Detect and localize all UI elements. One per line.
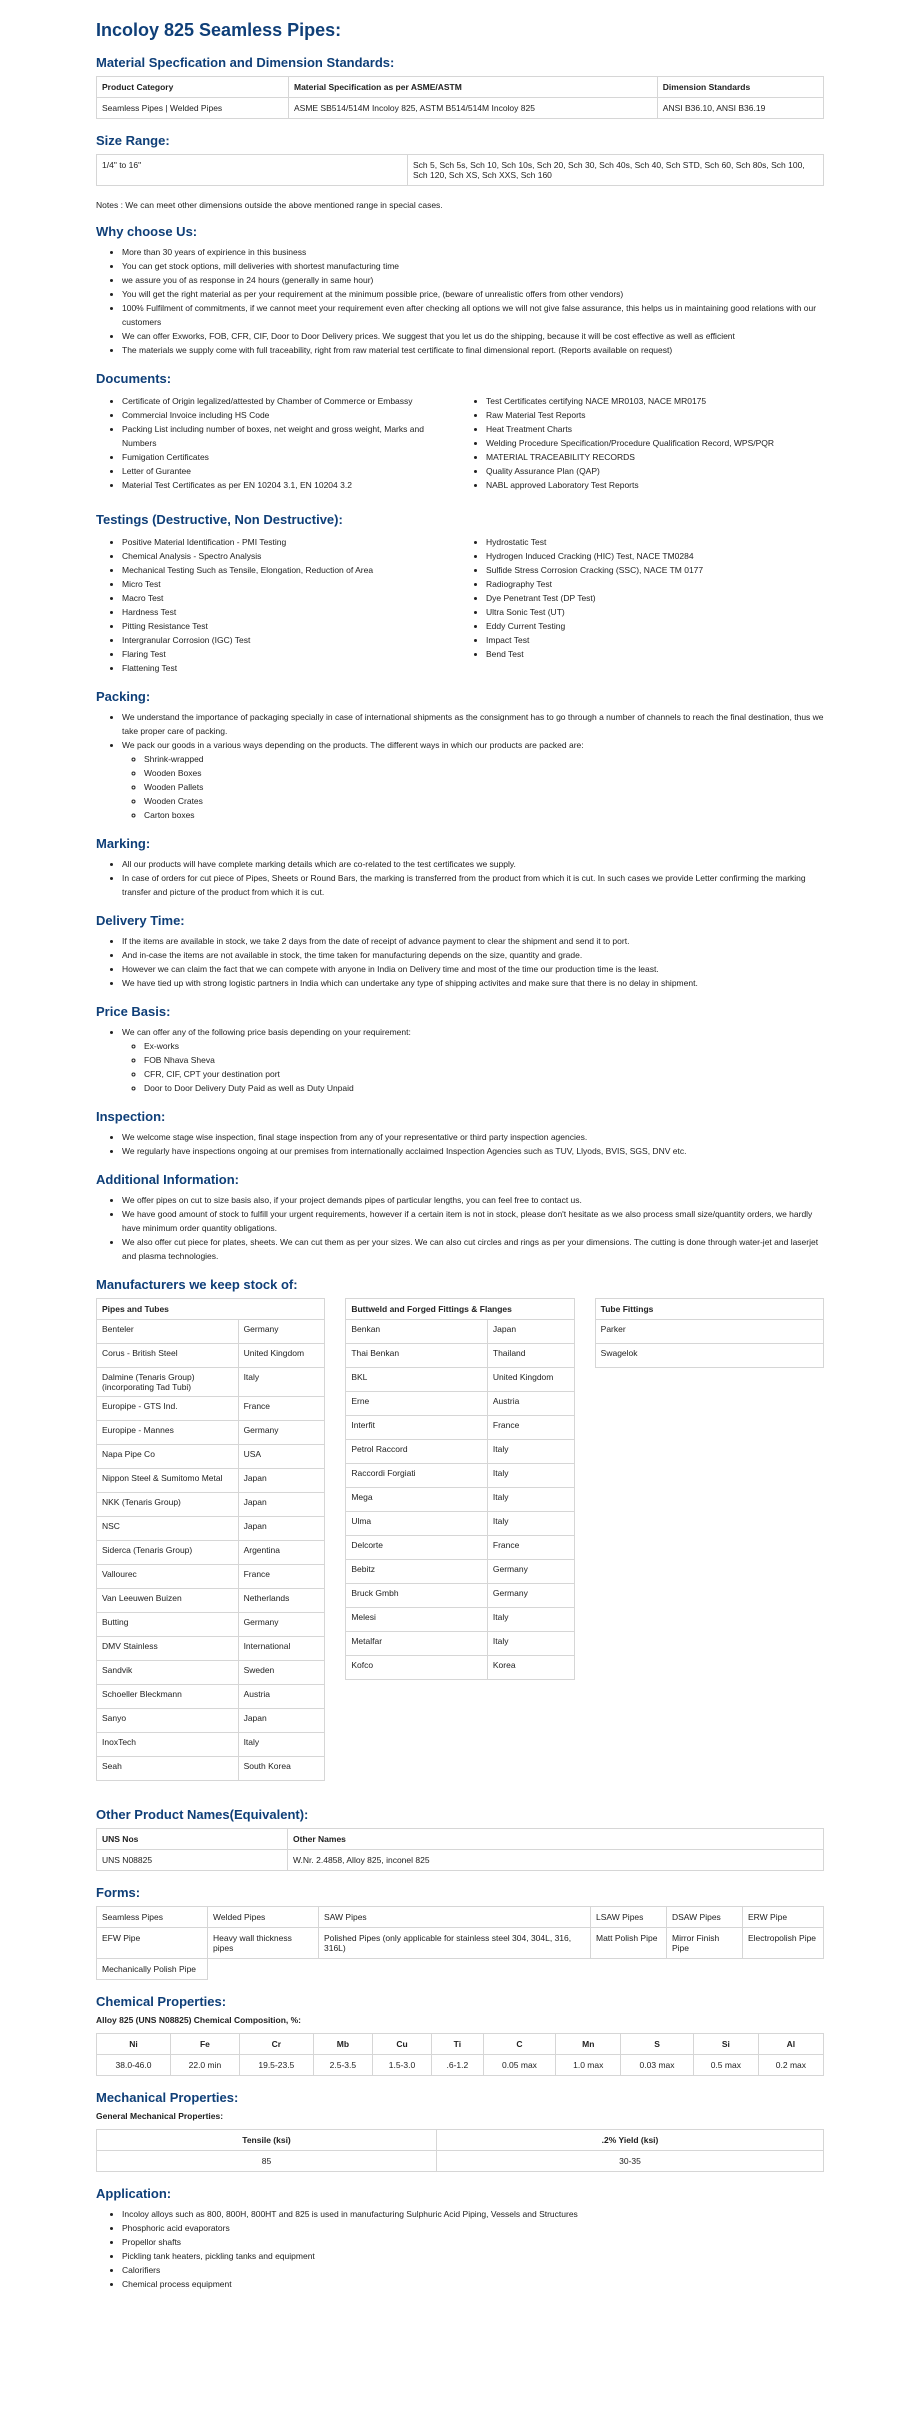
table-cell: 38.0-46.0: [97, 2055, 171, 2076]
table-row: [595, 1344, 823, 1368]
table-cell: .6-1.2: [432, 2055, 484, 2076]
list-item: • Commercial Invoice including HS Code: [122, 408, 460, 422]
table-row: [346, 1488, 574, 1512]
table-cell: NSC: [97, 1517, 239, 1541]
table-row: [97, 1421, 325, 1445]
forms-cell: SAW Pipes: [319, 1907, 591, 1928]
table-cell: Korea: [487, 1656, 574, 1680]
list-item: • More than 30 years of expirience in this business: [122, 245, 824, 259]
table-cell: Dalmine (Tenaris Group) (incorporating Tad Tubi): [97, 1368, 239, 1397]
additional-heading: Additional Information:: [96, 1172, 239, 1187]
table-row: [97, 1661, 325, 1685]
tube-fittings-table: [595, 1298, 824, 1368]
table-cell: France: [487, 1416, 574, 1440]
table-row: [97, 1709, 325, 1733]
list-item: • Ultra Sonic Test (UT): [486, 605, 824, 619]
inspection-list: [96, 1130, 824, 1158]
size-schedules: Sch 5, Sch 5s, Sch 10, Sch 10s, Sch 20, Sch 30, Sch 40s, Sch 40, Sch STD, Sch 60, Sch 80s, Sch 100, Sch 120, Sch XS, Sch XXS, Sch 160: [408, 155, 824, 186]
list-item: • Flattening Test: [122, 661, 460, 675]
price-sublist: [122, 1039, 824, 1095]
table-cell: BKL: [346, 1368, 488, 1392]
list-item: • Impact Test: [486, 633, 824, 647]
table-cell: International: [238, 1637, 325, 1661]
mechanical-heading: Mechanical Properties:: [96, 2090, 239, 2105]
list-item: • Micro Test: [122, 577, 460, 591]
table-cell: DMV Stainless: [97, 1637, 239, 1661]
mechanical-subheading: General Mechanical Properties:: [96, 2111, 224, 2121]
table-cell: Germany: [487, 1584, 574, 1608]
table-cell: Italy: [487, 1440, 574, 1464]
forms-cell: DSAW Pipes: [667, 1907, 743, 1928]
table-row: [97, 1757, 325, 1781]
spec-cell: ANSI B36.10, ANSI B36.19: [657, 98, 823, 119]
forms-cell: Electropolish Pipe: [743, 1928, 824, 1959]
other-names-header: Other Names: [288, 1829, 824, 1850]
table-cell: Italy: [487, 1632, 574, 1656]
spec-heading: Material Specfication and Dimension Standards:: [96, 55, 395, 70]
list-item: • Pitting Resistance Test: [122, 619, 460, 633]
manufacturers-heading: Manufacturers we keep stock of:: [96, 1277, 298, 1292]
table-cell: Germany: [238, 1320, 325, 1344]
table-cell: Mn: [556, 2034, 621, 2055]
list-item: • Test Certificates certifying NACE MR0103, NACE MR0175: [486, 394, 824, 408]
table-cell: Ulma: [346, 1512, 488, 1536]
other-names-cell: W.Nr. 2.4858, Alloy 825, inconel 825: [288, 1850, 824, 1871]
table-row: [97, 1445, 325, 1469]
table-row: [97, 1733, 325, 1757]
list-item: ◦ Wooden Boxes: [144, 766, 824, 780]
table-cell: 0.2 max: [758, 2055, 823, 2076]
list-item: • Incoloy alloys such as 800, 800H, 800HT and 825 is used in manufacturing Sulphuric Acid Piping, Vessels and Structures: [122, 2207, 824, 2221]
other-names-header: UNS Nos: [97, 1829, 288, 1850]
spec-cell: ASME SB514/514M Incoloy 825, ASTM B514/514M Incoloy 825: [288, 98, 657, 119]
spec-header: Dimension Standards: [657, 77, 823, 98]
table-row: [97, 1320, 325, 1344]
chemical-subheading: Alloy 825 (UNS N08825) Chemical Composition, %:: [96, 2015, 301, 2025]
list-item: • Material Test Certificates as per EN 10204 3.1, EN 10204 3.2: [122, 478, 460, 492]
table-cell: S: [621, 2034, 694, 2055]
list-item: • Calorifiers: [122, 2263, 824, 2277]
list-item: • Hydrogen Induced Cracking (HIC) Test, NACE TM0284: [486, 549, 824, 563]
list-item: • Welding Procedure Specification/Procedure Qualification Record, WPS/PQR: [486, 436, 824, 450]
chemical-value-row: [97, 2055, 824, 2076]
table-cell: Italy: [487, 1464, 574, 1488]
spec-header: Material Specification as per ASME/ASTM: [288, 77, 657, 98]
list-item: • Macro Test: [122, 591, 460, 605]
marking-list: [96, 857, 824, 899]
list-item: • Positive Material Identification - PMI Testing: [122, 535, 460, 549]
table-row: [346, 1464, 574, 1488]
table-cell: Europipe - Mannes: [97, 1421, 239, 1445]
testings-list-left: [96, 535, 460, 675]
forms-cell: Heavy wall thickness pipes: [208, 1928, 319, 1959]
table-cell: Italy: [487, 1488, 574, 1512]
delivery-list: [96, 934, 824, 990]
table-cell: Italy: [238, 1368, 325, 1397]
list-item: ◦ Shrink-wrapped: [144, 752, 824, 766]
table-cell: Netherlands: [238, 1589, 325, 1613]
list-item: • However we can claim the fact that we can compete with anyone in India on Delivery time and most of the time our production time is the least.: [122, 962, 824, 976]
list-item: • Bend Test: [486, 647, 824, 661]
table-row: [346, 1560, 574, 1584]
forms-cell: Matt Polish Pipe: [591, 1928, 667, 1959]
list-item: ◦ Wooden Pallets: [144, 780, 824, 794]
list-item: ◦ Carton boxes: [144, 808, 824, 822]
price-list: [96, 1025, 824, 1095]
list-item: • Dye Penetrant Test (DP Test): [486, 591, 824, 605]
table-row: [97, 1637, 325, 1661]
chemical-table: [96, 2033, 824, 2076]
other-names-table: [96, 1828, 824, 1871]
table-row: [346, 1368, 574, 1392]
dimension-note: Notes : We can meet other dimensions outside the above mentioned range in special cases.: [96, 200, 443, 210]
table-cell: Sweden: [238, 1661, 325, 1685]
table-cell: United Kingdom: [238, 1344, 325, 1368]
table-cell: Thai Benkan: [346, 1344, 488, 1368]
list-item: • We regularly have inspections ongoing at our premises from internationally acclaimed Inspection Agencies such as TUV, Llyods, BVIS, SGS, DNV etc.: [122, 1144, 824, 1158]
table-row: [346, 1608, 574, 1632]
table-cell: Sandvik: [97, 1661, 239, 1685]
manufacturers-tables: [96, 1298, 824, 1781]
table-cell: 2.5-3.5: [313, 2055, 372, 2076]
forms-table: [96, 1906, 824, 1980]
table-row: [346, 1344, 574, 1368]
table-cell: Cu: [372, 2034, 431, 2055]
table-cell: Cr: [239, 2034, 313, 2055]
list-item: ◦ Wooden Crates: [144, 794, 824, 808]
documents-list-left: [96, 394, 460, 492]
table-cell: Europipe - GTS Ind.: [97, 1397, 239, 1421]
table-cell: France: [238, 1565, 325, 1589]
table-cell: Japan: [487, 1320, 574, 1344]
table-cell: Raccordi Forgiati: [346, 1464, 488, 1488]
list-item: • Phosphoric acid evaporators: [122, 2221, 824, 2235]
list-item: • Hydrostatic Test: [486, 535, 824, 549]
chemical-header-row: [97, 2034, 824, 2055]
list-item: • In case of orders for cut piece of Pipes, Sheets or Round Bars, the marking is transferred from the product from which it is cut. In such cases we provide Letter confirming the marking transfer and picture of the product from which it is cut.: [122, 871, 824, 899]
table-cell: Schoeller Bleckmann: [97, 1685, 239, 1709]
forms-heading: Forms:: [96, 1885, 141, 1900]
table-cell: Japan: [238, 1493, 325, 1517]
list-item: • Pickling tank heaters, pickling tanks and equipment: [122, 2249, 824, 2263]
table-row: [97, 1397, 325, 1421]
list-item: • Flaring Test: [122, 647, 460, 661]
table-cell: 1.5-3.0: [372, 2055, 431, 2076]
list-item: ◦ CFR, CIF, CPT your destination port: [144, 1067, 824, 1081]
list-item: • The materials we supply come with full traceability, right from raw material test certificate to final dimensional report. (Reports available on request): [122, 343, 824, 357]
table-row: [346, 1392, 574, 1416]
table-header: Pipes and Tubes: [97, 1299, 325, 1320]
table-cell: Nippon Steel & Sumitomo Metal: [97, 1469, 239, 1493]
list-item: • And in-case the items are not available in stock, the time taken for manufacturing depends on the size, quantity and grade.: [122, 948, 824, 962]
table-cell: Vallourec: [97, 1565, 239, 1589]
table-cell: Italy: [238, 1733, 325, 1757]
table-cell: Napa Pipe Co: [97, 1445, 239, 1469]
table-cell: Seah: [97, 1757, 239, 1781]
table-cell: Kofco: [346, 1656, 488, 1680]
table-cell: Interfit: [346, 1416, 488, 1440]
table-row: [346, 1584, 574, 1608]
table-cell: Ni: [97, 2034, 171, 2055]
list-item: • We also offer cut piece for plates, sheets. We can cut them as per your sizes. We can also cut circles and rings as per your dimensions. The cutting is done through water-jet and laserjet and plasma technologies.: [122, 1235, 824, 1263]
marking-heading: Marking:: [96, 836, 151, 851]
size-table: [96, 154, 824, 186]
documents-list-right: [460, 394, 824, 492]
list-item: • Radiography Test: [486, 577, 824, 591]
list-item: • Intergranular Corrosion (IGC) Test: [122, 633, 460, 647]
page-title: Incoloy 825 Seamless Pipes:: [96, 20, 342, 40]
inspection-heading: Inspection:: [96, 1109, 166, 1124]
table-cell: France: [487, 1536, 574, 1560]
list-item: • Eddy Current Testing: [486, 619, 824, 633]
list-item: • We have tied up with strong logistic partners in India which can undertake any type of shipping activites and make sure that there is no delay in shipment.: [122, 976, 824, 990]
forms-cell: Mechanically Polish Pipe: [97, 1959, 208, 1980]
forms-cell: LSAW Pipes: [591, 1907, 667, 1928]
list-item: • Chemical Analysis - Spectro Analysis: [122, 549, 460, 563]
table-cell: Van Leeuwen Buizen: [97, 1589, 239, 1613]
table-header: Buttweld and Forged Fittings & Flanges: [346, 1299, 574, 1320]
list-item: • If the items are available in stock, we take 2 days from the date of receipt of advance payment to clear the shipment and send it to port.: [122, 934, 824, 948]
table-cell: Corus - British Steel: [97, 1344, 239, 1368]
pipes-table: [96, 1298, 325, 1781]
table-cell: Argentina: [238, 1541, 325, 1565]
table-cell: Austria: [238, 1685, 325, 1709]
table-row: [97, 1589, 325, 1613]
list-item: • Heat Treatment Charts: [486, 422, 824, 436]
testings-list-right: [460, 535, 824, 675]
table-cell: Sanyo: [97, 1709, 239, 1733]
list-item: • Fumigation Certificates: [122, 450, 460, 464]
table-cell: USA: [238, 1445, 325, 1469]
list-item: • You will get the right material as per your requirement at the minimum possible price, (beware of unrealistic offers from other vendors): [122, 287, 824, 301]
list-item: • Sulfide Stress Corrosion Cracking (SSC), NACE TM 0177: [486, 563, 824, 577]
table-cell: Butting: [97, 1613, 239, 1637]
list-item: • We have good amount of stock to fulfill your urgent requirements, however if a certain item is not in stock, please don't hesitate as we also process small size/quantity orders, we hardly have minimum order quantity obligations.: [122, 1207, 824, 1235]
table-cell: Mb: [313, 2034, 372, 2055]
table-row: [97, 1493, 325, 1517]
table-cell: Benteler: [97, 1320, 239, 1344]
table-row: [346, 1512, 574, 1536]
documents-heading: Documents:: [96, 371, 172, 386]
table-row: [97, 1613, 325, 1637]
table-cell: NKK (Tenaris Group): [97, 1493, 239, 1517]
mechanical-table: [96, 2129, 824, 2172]
list-item: [122, 738, 824, 822]
list-item: • Hardness Test: [122, 605, 460, 619]
table-cell: France: [238, 1397, 325, 1421]
table-cell: Italy: [487, 1512, 574, 1536]
application-heading: Application:: [96, 2186, 172, 2201]
spec-table: [96, 76, 824, 119]
mechanical-cell: 85: [97, 2151, 437, 2172]
table-cell: Thailand: [487, 1344, 574, 1368]
list-item: • Chemical process equipment: [122, 2277, 824, 2291]
forms-cell: Polished Pipes (only applicable for stainless steel 304, 304L, 316, 316L): [319, 1928, 591, 1959]
packing-sublist: [122, 752, 824, 822]
table-row: [346, 1632, 574, 1656]
table-row: [346, 1536, 574, 1560]
table-cell: Delcorte: [346, 1536, 488, 1560]
forms-cell: Mirror Finish Pipe: [667, 1928, 743, 1959]
table-row: [97, 1344, 325, 1368]
table-row: [346, 1416, 574, 1440]
table-cell: South Korea: [238, 1757, 325, 1781]
table-cell: Japan: [238, 1709, 325, 1733]
table-cell: Melesi: [346, 1608, 488, 1632]
list-item: • we assure you of as response in 24 hours (generally in same hour): [122, 273, 824, 287]
list-item: • Letter of Gurantee: [122, 464, 460, 478]
why-list: [96, 245, 824, 357]
list-item: • We understand the importance of packaging specially in case of international shipments as the consignment has to go through a number of channels to reach the final destination, thus we take proper care of packing.: [122, 710, 824, 738]
mechanical-header: Tensile (ksi): [97, 2130, 437, 2151]
other-names-cell: UNS N08825: [97, 1850, 288, 1871]
application-list: [96, 2207, 824, 2291]
list-item: • All our products will have complete marking details which are co-related to the test certificates we supply.: [122, 857, 824, 871]
table-row: [97, 1469, 325, 1493]
packing-heading: Packing:: [96, 689, 151, 704]
table-row: [97, 1565, 325, 1589]
list-item-text: We can offer any of the following price basis depending on your requirement:: [122, 1027, 411, 1037]
table-cell: Metalfar: [346, 1632, 488, 1656]
list-item: • Quality Assurance Plan (QAP): [486, 464, 824, 478]
list-item: • Raw Material Test Reports: [486, 408, 824, 422]
table-cell: 22.0 min: [171, 2055, 240, 2076]
forms-cell: ERW Pipe: [743, 1907, 824, 1928]
table-cell: 0.5 max: [693, 2055, 758, 2076]
list-item: ◦ Ex-works: [144, 1039, 824, 1053]
table-cell: InoxTech: [97, 1733, 239, 1757]
spec-header: Product Category: [97, 77, 289, 98]
list-item: • We can offer Exworks, FOB, CFR, CIF, Door to Door Delivery prices. We suggest that you let us do the shipping, because it will be cost effective as well as efficient: [122, 329, 824, 343]
forms-cell: Seamless Pipes: [97, 1907, 208, 1928]
table-row: [346, 1440, 574, 1464]
testings-heading: Testings (Destructive, Non Destructive):: [96, 512, 343, 527]
table-cell: Parker: [595, 1320, 823, 1344]
size-range: 1/4" to 16": [97, 155, 408, 186]
delivery-heading: Delivery Time:: [96, 913, 185, 928]
table-row: [97, 1368, 325, 1397]
table-cell: Germany: [487, 1560, 574, 1584]
list-item: • You can get stock options, mill deliveries with shortest manufacturing time: [122, 259, 824, 273]
table-row: [97, 1541, 325, 1565]
table-cell: Italy: [487, 1608, 574, 1632]
list-item-text: We pack our goods in a various ways depending on the products. The different ways in which our products are packed are:: [122, 740, 584, 750]
table-row: [346, 1656, 574, 1680]
chemical-heading: Chemical Properties:: [96, 1994, 227, 2009]
table-cell: Germany: [238, 1421, 325, 1445]
table-cell: Si: [693, 2034, 758, 2055]
table-cell: Bebitz: [346, 1560, 488, 1584]
table-cell: Swagelok: [595, 1344, 823, 1368]
table-cell: Erne: [346, 1392, 488, 1416]
list-item: [122, 1025, 824, 1095]
table-cell: Germany: [238, 1613, 325, 1637]
additional-list: [96, 1193, 824, 1263]
why-heading: Why choose Us:: [96, 224, 198, 239]
table-cell: Austria: [487, 1392, 574, 1416]
table-cell: 19.5-23.5: [239, 2055, 313, 2076]
table-cell: 0.03 max: [621, 2055, 694, 2076]
list-item: • We welcome stage wise inspection, final stage inspection from any of your representative or third party inspection agencies.: [122, 1130, 824, 1144]
table-cell: 0.05 max: [483, 2055, 556, 2076]
table-cell: Mega: [346, 1488, 488, 1512]
mechanical-cell: 30-35: [437, 2151, 824, 2172]
table-row: [97, 1517, 325, 1541]
list-item: ◦ FOB Nhava Sheva: [144, 1053, 824, 1067]
table-row: [97, 1685, 325, 1709]
table-cell: 1.0 max: [556, 2055, 621, 2076]
list-item: • Mechanical Testing Such as Tensile, Elongation, Reduction of Area: [122, 563, 460, 577]
table-row: [595, 1320, 823, 1344]
other-names-heading: Other Product Names(Equivalent):: [96, 1807, 309, 1822]
table-cell: C: [483, 2034, 556, 2055]
list-item: • We offer pipes on cut to size basis also, if your project demands pipes of particular lengths, you can feel free to contact us.: [122, 1193, 824, 1207]
table-cell: Petrol Raccord: [346, 1440, 488, 1464]
table-cell: Benkan: [346, 1320, 488, 1344]
list-item: • 100% Fulfilment of commitments, if we cannot meet your requirement even after checking all options we will not give false assurance, this helps us in maintaining good relations with our customers: [122, 301, 824, 329]
fittings-table: [345, 1298, 574, 1680]
table-cell: Bruck Gmbh: [346, 1584, 488, 1608]
list-item: • Certificate of Origin legalized/attested by Chamber of Commerce or Embassy: [122, 394, 460, 408]
table-cell: Ti: [432, 2034, 484, 2055]
mechanical-header: .2% Yield (ksi): [437, 2130, 824, 2151]
price-heading: Price Basis:: [96, 1004, 171, 1019]
table-cell: Siderca (Tenaris Group): [97, 1541, 239, 1565]
list-item: • Propellor shafts: [122, 2235, 824, 2249]
list-item: • Packing List including number of boxes, net weight and gross weight, Marks and Numbers: [122, 422, 460, 450]
size-heading: Size Range:: [96, 133, 170, 148]
packing-list: [96, 710, 824, 822]
table-cell: United Kingdom: [487, 1368, 574, 1392]
forms-cell: EFW Pipe: [97, 1928, 208, 1959]
forms-cell: Welded Pipes: [208, 1907, 319, 1928]
table-cell: Fe: [171, 2034, 240, 2055]
table-row: [346, 1320, 574, 1344]
spec-cell: Seamless Pipes | Welded Pipes: [97, 98, 289, 119]
table-cell: Japan: [238, 1517, 325, 1541]
list-item: • NABL approved Laboratory Test Reports: [486, 478, 824, 492]
table-header: Tube Fittings: [595, 1299, 823, 1320]
list-item: ◦ Door to Door Delivery Duty Paid as well as Duty Unpaid: [144, 1081, 824, 1095]
table-cell: Japan: [238, 1469, 325, 1493]
table-cell: Al: [758, 2034, 823, 2055]
list-item: • MATERIAL TRACEABILITY RECORDS: [486, 450, 824, 464]
